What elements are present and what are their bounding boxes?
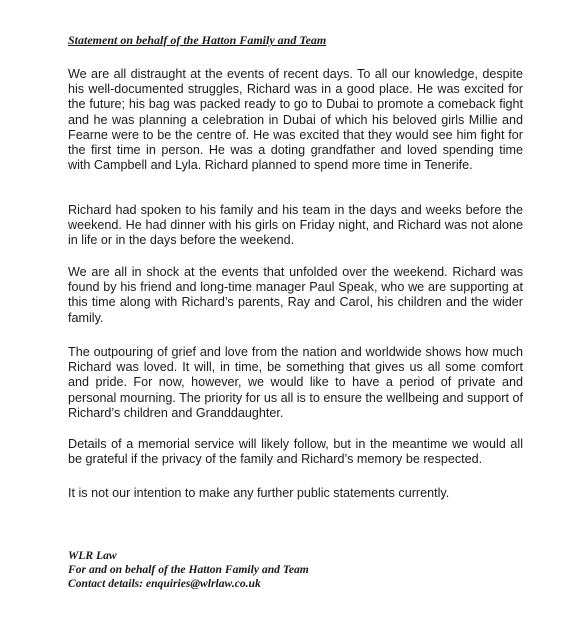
paragraph-5: Details of a memorial service will likely follow, but in the meantime we would all be grateful if the privacy of the family and Richard’s memory be respected.: [68, 437, 523, 467]
signature-firm: WLR Law: [68, 549, 117, 562]
paragraph-2: Richard had spoken to his family and his team in the days and weeks before the weekend. He had dinner with his girls on Friday night, and Richard was not alone in life or in the days before the weekend.: [68, 203, 523, 248]
statement-title: Statement on behalf of the Hatton Family and Team: [68, 33, 327, 47]
signature-contact: Contact details: enquiries@wlrlaw.co.uk: [68, 577, 261, 590]
paragraph-3: We are all in shock at the events that unfolded over the weekend. Richard was found by his friend and long-time manager Paul Speak, who we are supporting at this time along with Richard’s parents, Ray and Carol, his children and the wider family.: [68, 265, 523, 325]
paragraph-1: We are all distraught at the events of recent days. To all our knowledge, despite his well-documented struggles, Richard was in a good place. He was excited for the future; his bag was packed ready to go to Dubai to promote a comeback fight and he was planning a celebration in Dubai of which his beloved girls Millie and Fearne were to be the centre of. He was excited that they would see him fight for the first time in person. He was a doting grandfather and loved spending time with Campbell and Lyla. Richard planned to spend more time in Tenerife.: [68, 67, 523, 173]
signature-block: [68, 549, 309, 591]
signature-on-behalf: For and on behalf of the Hatton Family and Team: [68, 563, 309, 576]
paragraph-4: The outpouring of grief and love from the nation and worldwide shows how much Richard was loved. It will, in time, be something that gives us all some comfort and pride. For now, however, we would like to have a period of private and personal mourning. The priority for us all is to ensure the wellbeing and support of Richard’s children and Granddaughter.: [68, 345, 523, 420]
paragraph-6: It is not our intention to make any further public statements currently.: [68, 486, 450, 500]
